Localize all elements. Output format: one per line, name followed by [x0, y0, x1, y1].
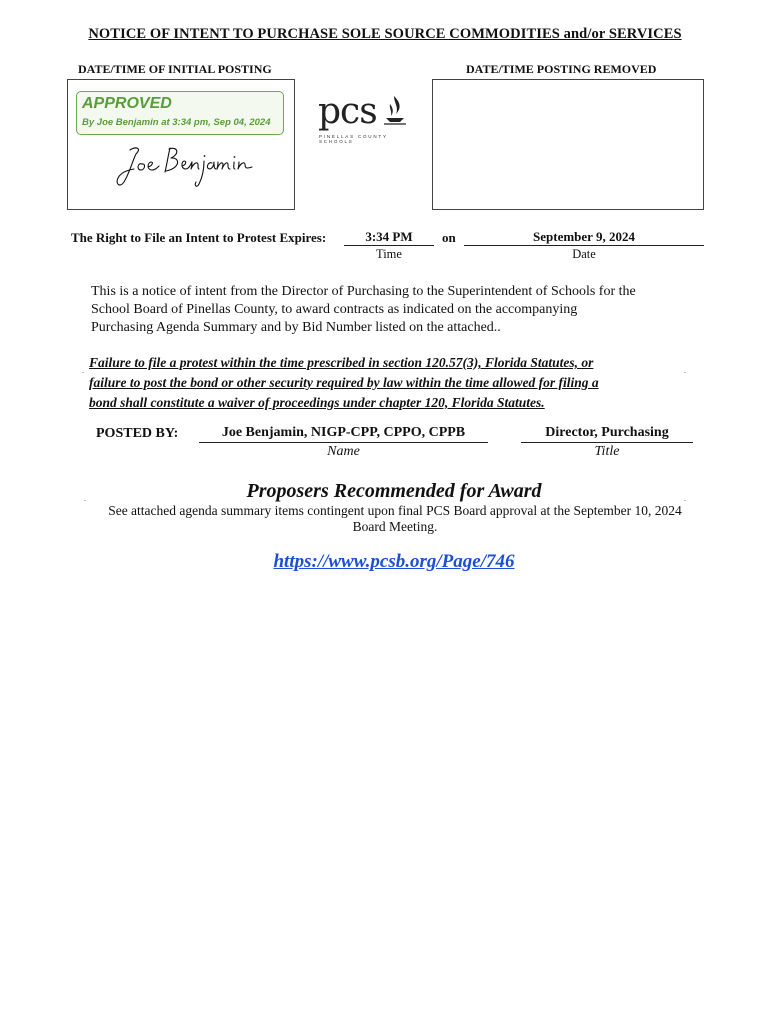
protest-warning: [89, 353, 689, 413]
protest-time-caption: Time: [376, 247, 402, 261]
notice-paragraph: [91, 283, 721, 337]
posted-by-label: POSTED BY:: [96, 426, 179, 441]
margin-dot: .: [684, 366, 686, 375]
posting-removed-box: [432, 79, 704, 210]
posted-by-title: Director, Purchasing: [521, 425, 693, 443]
posted-by-name-caption: Name: [327, 444, 360, 459]
protest-time-value: 3:34 PM: [344, 229, 434, 246]
torch-flame-icon: [382, 94, 408, 126]
warning-line: bond shall constitute a waiver of proceedings under chapter 120, Florida Statutes.: [89, 395, 545, 410]
award-note: [90, 503, 700, 535]
award-link-wrapper: [0, 551, 770, 573]
award-note-line: Board Meeting.: [352, 519, 438, 534]
margin-dot: .: [82, 366, 84, 375]
protest-date-caption: Date: [572, 247, 596, 261]
page-title: NOTICE OF INTENT TO PURCHASE SOLE SOURCE COMMODITIES and/or SERVICES: [88, 26, 682, 42]
agenda-link[interactable]: https://www.pcsb.org/Page/746: [273, 551, 515, 572]
protest-label: The Right to File an Intent to Protest Expires:: [71, 230, 327, 245]
stamp-byline: By Joe Benjamin at 3:34 pm, Sep 04, 2024: [82, 117, 271, 128]
pcs-logo: [318, 91, 410, 144]
award-note-line: See attached agenda summary items contingent upon final PCS Board approval at the September 10, 2024: [108, 503, 682, 518]
paragraph-line: Purchasing Agenda Summary and by Bid Number listed on the attached..: [91, 320, 501, 335]
paragraph-line: School Board of Pinellas County, to award contracts as indicated on the accompanying: [91, 302, 578, 317]
paragraph-line: This is a notice of intent from the Director of Purchasing to the Superintendent of Schools for the: [91, 284, 636, 299]
warning-line: Failure to file a protest within the time prescribed in section 120.57(3), Florida Statutes, or: [89, 355, 594, 370]
award-heading: Proposers Recommended for Award: [246, 480, 542, 502]
protest-date-value: September 9, 2024: [464, 229, 704, 246]
protest-connector: on: [442, 230, 456, 245]
logo-letters: pcs: [318, 91, 377, 132]
approval-stamp: [76, 91, 284, 135]
initial-posting-label: DATE/TIME OF INITIAL POSTING: [78, 62, 272, 76]
margin-dot: .: [84, 494, 86, 503]
posting-removed-label: DATE/TIME POSTING REMOVED: [466, 62, 657, 76]
stamp-status: APPROVED: [82, 95, 172, 112]
posted-by-title-caption: Title: [594, 444, 620, 459]
signature-image: [112, 142, 262, 190]
warning-line: failure to post the bond or other security required by law within the time allowed for filing a: [89, 375, 599, 390]
margin-dot: .: [684, 494, 686, 503]
logo-subtitle: PINELLAS COUNTY SCHOOLS: [319, 134, 388, 144]
posted-by-name: Joe Benjamin, NIGP-CPP, CPPO, CPPB: [199, 425, 488, 443]
